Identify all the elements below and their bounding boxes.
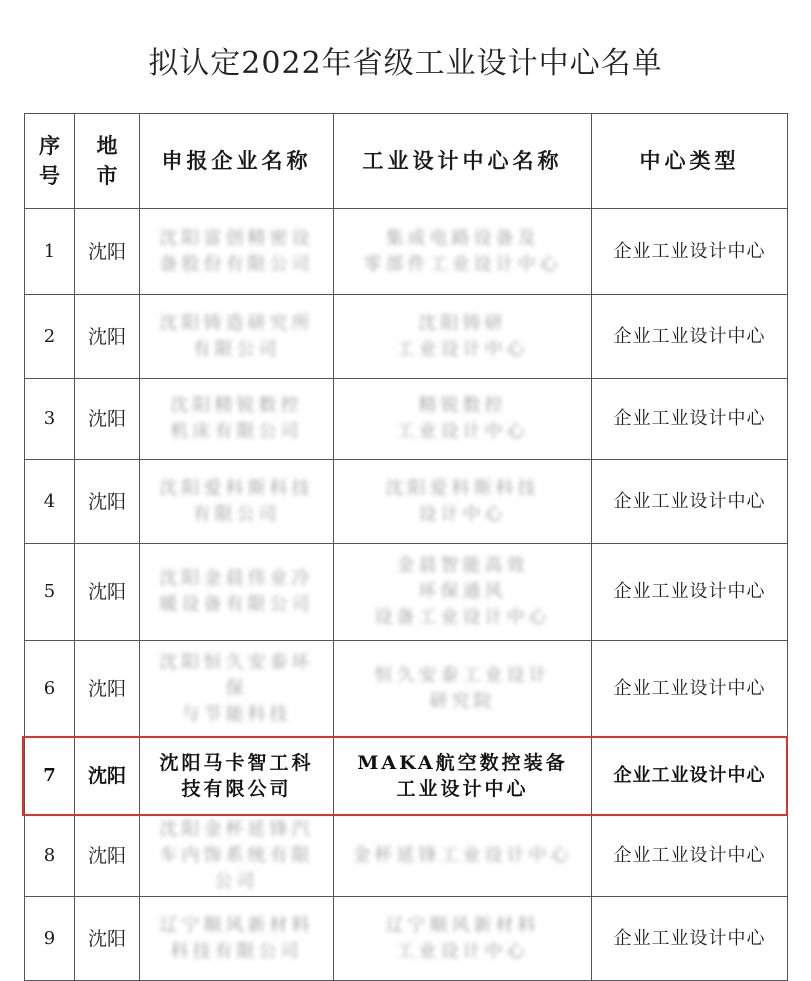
table-row — [25, 815, 788, 897]
row-center-type: 企业工业设计中心 — [592, 544, 788, 641]
header-no: 序 号 — [25, 114, 75, 209]
row-company: 沈阳金晨伟业冷 暖设备有限公司 — [140, 544, 334, 641]
table-row — [25, 897, 788, 981]
row-center-name: 金晨智能高效 环保通风 设备工业设计中心 — [334, 544, 592, 641]
row-center-name: 金杯延锋工业设计中心 — [334, 815, 592, 897]
header-city: 地 市 — [75, 114, 140, 209]
row-number: 6 — [25, 641, 75, 738]
row-number: 7 — [25, 738, 75, 815]
row-center-type: 企业工业设计中心 — [592, 738, 788, 815]
row-number: 1 — [25, 209, 75, 295]
design-center-table — [24, 113, 788, 981]
row-city: 沈阳 — [75, 379, 140, 460]
row-number: 3 — [25, 379, 75, 460]
row-center-name: 集成电路设备及 零部件工业设计中心 — [334, 209, 592, 295]
header-type: 中心类型 — [592, 114, 788, 209]
row-city: 沈阳 — [75, 738, 140, 815]
header-company: 申报企业名称 — [140, 114, 334, 209]
row-center-type: 企业工业设计中心 — [592, 209, 788, 295]
row-center-type: 企业工业设计中心 — [592, 641, 788, 738]
row-city: 沈阳 — [75, 897, 140, 981]
table-row — [25, 738, 788, 815]
table-row — [25, 295, 788, 379]
row-center-name: 沈阳爱科斯科技 设计中心 — [334, 460, 592, 544]
table-row — [25, 460, 788, 544]
row-company: 沈阳爱科斯科技 有限公司 — [140, 460, 334, 544]
row-center-type: 企业工业设计中心 — [592, 379, 788, 460]
row-center-name: MAKA航空数控装备 工业设计中心 — [334, 738, 592, 815]
row-center-type: 企业工业设计中心 — [592, 295, 788, 379]
row-center-name: 沈阳铸研 工业设计中心 — [334, 295, 592, 379]
row-company: 沈阳金杯延锋汽 车内饰系统有限 公司 — [140, 815, 334, 897]
row-center-type: 企业工业设计中心 — [592, 815, 788, 897]
row-company: 辽宁顺风新材料 科技有限公司 — [140, 897, 334, 981]
page-title: 拟认定2022年省级工业设计中心名单 — [148, 46, 663, 81]
row-company: 沈阳精锐数控 机床有限公司 — [140, 379, 334, 460]
table-row — [25, 544, 788, 641]
row-city: 沈阳 — [75, 641, 140, 738]
row-company: 沈阳马卡智工科 技有限公司 — [140, 738, 334, 815]
row-company: 沈阳富创精密设 备股份有限公司 — [140, 209, 334, 295]
row-center-name: 恒久安泰工业设计 研究院 — [334, 641, 592, 738]
row-center-name: 辽宁顺风新材料 工业设计中心 — [334, 897, 592, 981]
row-number: 4 — [25, 460, 75, 544]
table-row — [25, 641, 788, 738]
table-row — [25, 209, 788, 295]
row-city: 沈阳 — [75, 815, 140, 897]
row-company: 沈阳铸造研究所 有限公司 — [140, 295, 334, 379]
row-city: 沈阳 — [75, 295, 140, 379]
row-city: 沈阳 — [75, 544, 140, 641]
row-number: 9 — [25, 897, 75, 981]
row-company: 沈阳恒久安泰环 保 与节能科技 — [140, 641, 334, 738]
header-center: 工业设计中心名称 — [334, 114, 592, 209]
table-header-row — [25, 114, 788, 209]
row-number: 8 — [25, 815, 75, 897]
row-city: 沈阳 — [75, 460, 140, 544]
row-center-type: 企业工业设计中心 — [592, 460, 788, 544]
table-row — [25, 379, 788, 460]
row-number: 5 — [25, 544, 75, 641]
row-center-name: 精锐数控 工业设计中心 — [334, 379, 592, 460]
row-center-type: 企业工业设计中心 — [592, 897, 788, 981]
row-number: 2 — [25, 295, 75, 379]
row-city: 沈阳 — [75, 209, 140, 295]
